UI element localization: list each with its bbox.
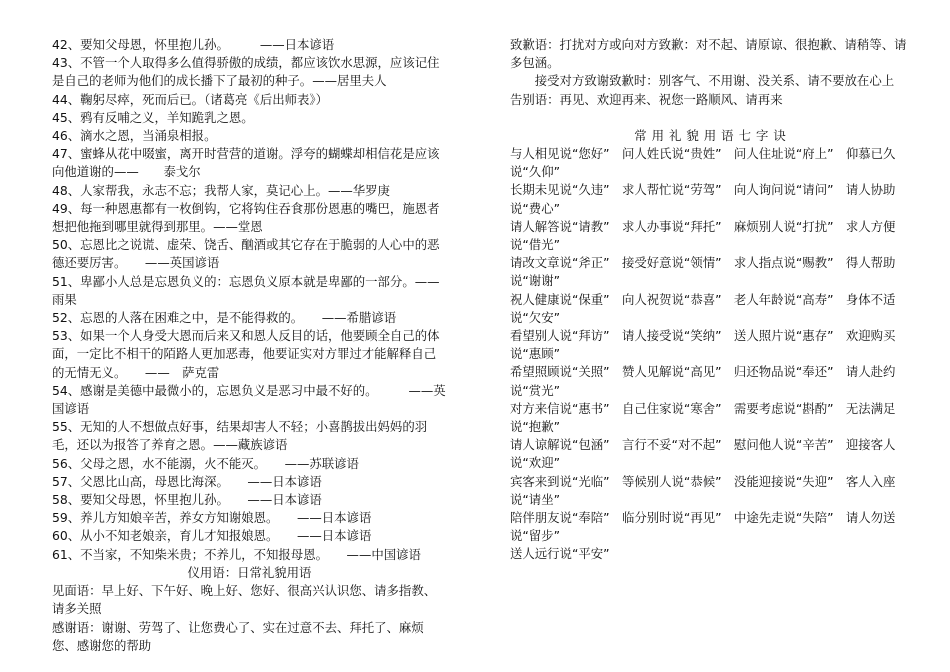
quote-47: 47、蜜蜂从花中啜蜜，离开时营营的道谢。浮夸的蝴蝶却相信花是应该向他道谢的—— 泰戈尔	[52, 146, 440, 180]
verse-line: 请人谅解说“包涵” 言行不妥“对不起” 慰问他人说“辛苦” 迎接客人说“欢迎”	[510, 437, 896, 471]
quote-53: 53、如果一个人身受大恩而后来又和恩人反目的话，他要顾全自己的体面，一定比不相干的陌路人更加恶毒，他要证实对方罪过才能解释自己的无情无义。 —— 萨克雷	[52, 328, 440, 380]
quote-42: 42、要知父母恩，怀里抱儿孙。 ——日本谚语	[52, 37, 335, 52]
right-column	[510, 36, 915, 564]
quote-49: 49、每一种恩惠都有一枚倒钩，它将钩住吞食那份恩惠的嘴巴，施恩者想把他拖到哪里就得到那里。——堂恩	[52, 200, 440, 235]
quote-45: 45、鸦有反哺之义，羊知跪乳之恩。	[52, 109, 254, 125]
verse-line: 希望照顾说“关照” 赞人见解说“高见” 归还物品说“奉还” 请人赴约说“赏光”	[510, 364, 896, 398]
quote-44: 44、鞠躬尽瘁，死而后已。（诸葛亮《后出师表》）	[52, 91, 328, 107]
left-column	[52, 36, 447, 655]
apology-phrases: 致歉语：打扰对方或向对方致歉：对不起、请原谅、很抱歉、请稍等、请多包涵。	[510, 37, 907, 71]
quote-43: 43、不管一个人取得多么值得骄傲的成绩，都应该饮水思源，应该记住是自己的老师为他们的成长播下了最初的种子。——居里夫人	[52, 55, 440, 89]
quote-60: 60、从小不知老娘亲，育儿才知报娘恩。 ——日本谚语	[52, 528, 372, 544]
greeting-phrases: 见面语：早上好、下午好、晚上好、您好、很高兴认识您、请多指教、请多关照	[52, 583, 437, 617]
quote-56: 56、父母之恩，水不能溺，火不能灭。 ——苏联谚语	[52, 455, 359, 471]
quote-58: 58、要知父母恩，怀里抱儿孙。 ——日本谚语	[52, 492, 322, 508]
quote-52: 52、忘恩的人落在困难之中，是不能得救的。 ——希腊谚语	[52, 310, 397, 326]
quote-51: 51、卑鄙小人总是忘恩负义的：忘恩负义原本就是卑鄙的一部分。——雨果	[52, 273, 440, 307]
quote-59: 59、养儿方知娘辛苦，养女方知谢娘恩。 ——日本谚语	[52, 510, 372, 526]
verse-line: 陪伴朋友说“奉陪” 临分别时说“再见” 中途先走说“失陪” 请人勿送说“留步”	[510, 510, 896, 544]
quote-50: 50、忘恩比之说谎、虚荣、饶舌、酗酒或其它存在于脆弱的人心中的恶德还要厉害。 ——英国谚语	[52, 237, 440, 271]
quote-55: 55、无知的人不想做点好事，结果却害人不轻；小喜鹊拔出妈妈的羽毛，还以为报答了养育之恩。——藏族谚语	[52, 419, 428, 453]
response-phrases: 接受对方致谢致歉时：别客气、不用谢、没关系、请不要放在心上	[510, 73, 895, 89]
verse-line: 长期未见说“久违” 求人帮忙说“劳驾” 向人询问说“请问” 请人协助说“费心”	[510, 182, 896, 216]
quote-54: 54、感谢是美德中最微小的，忘恩负义是恶习中最不好的。 ——英国谚语	[52, 382, 446, 417]
verse-line: 祝人健康说“保重” 向人祝贺说“恭喜” 老人年龄说“高寿” 身体不适说“欠安”	[510, 291, 896, 325]
section-heading: 常用礼貌用语七字诀	[634, 127, 791, 143]
thanks-phrases: 感谢语：谢谢、劳驾了、让您费心了、实在过意不去、拜托了、麻烦您、感谢您的帮助	[52, 619, 424, 653]
quote-48: 48、人家帮我，永志不忘；我帮人家，莫记心上。——华罗庚	[52, 182, 390, 198]
quote-57: 57、父恩比山高，母恩比海深。 ——日本谚语	[52, 473, 322, 489]
farewell-phrases: 告别语：再见、欢迎再来、祝您一路顺风、请再来	[510, 91, 783, 107]
quote-61: 61、不当家，不知柴米贵；不养儿，不知报母恩。 ——中国谚语	[52, 546, 421, 562]
verse-line: 宾客来到说“光临” 等候别人说“恭候” 没能迎接说“失迎” 客人入座说“请坐”	[510, 473, 896, 507]
etiquette-subheading: 仪用语：日常礼貌用语	[187, 564, 312, 580]
verse-line: 送人远行说“平安”	[510, 546, 610, 562]
verse-line: 与人相见说“您好” 问人姓氏说“贵姓” 问人住址说“府上” 仰慕已久说“久仰”	[510, 146, 896, 180]
verse-line: 对方来信说“惠书” 自己住家说“寒舍” 需要考虑说“斟酌” 无法满足说“抱歉”	[510, 400, 896, 435]
verse-line: 请改文章说“斧正” 接受好意说“领情” 求人指点说“赐教” 得人帮助说“谢谢”	[510, 255, 896, 289]
verse-line: 看望别人说“拜访” 请人接受说“笑纳” 送人照片说“惠存” 欢迎购买说“惠顾”	[510, 328, 896, 362]
section-gap	[510, 109, 915, 127]
quote-46: 46、滴水之恩，当涌泉相报。	[52, 128, 217, 144]
verse-line: 请人解答说“请教” 求人办事说“拜托” 麻烦别人说“打扰” 求人方便说“借光”	[510, 218, 896, 253]
